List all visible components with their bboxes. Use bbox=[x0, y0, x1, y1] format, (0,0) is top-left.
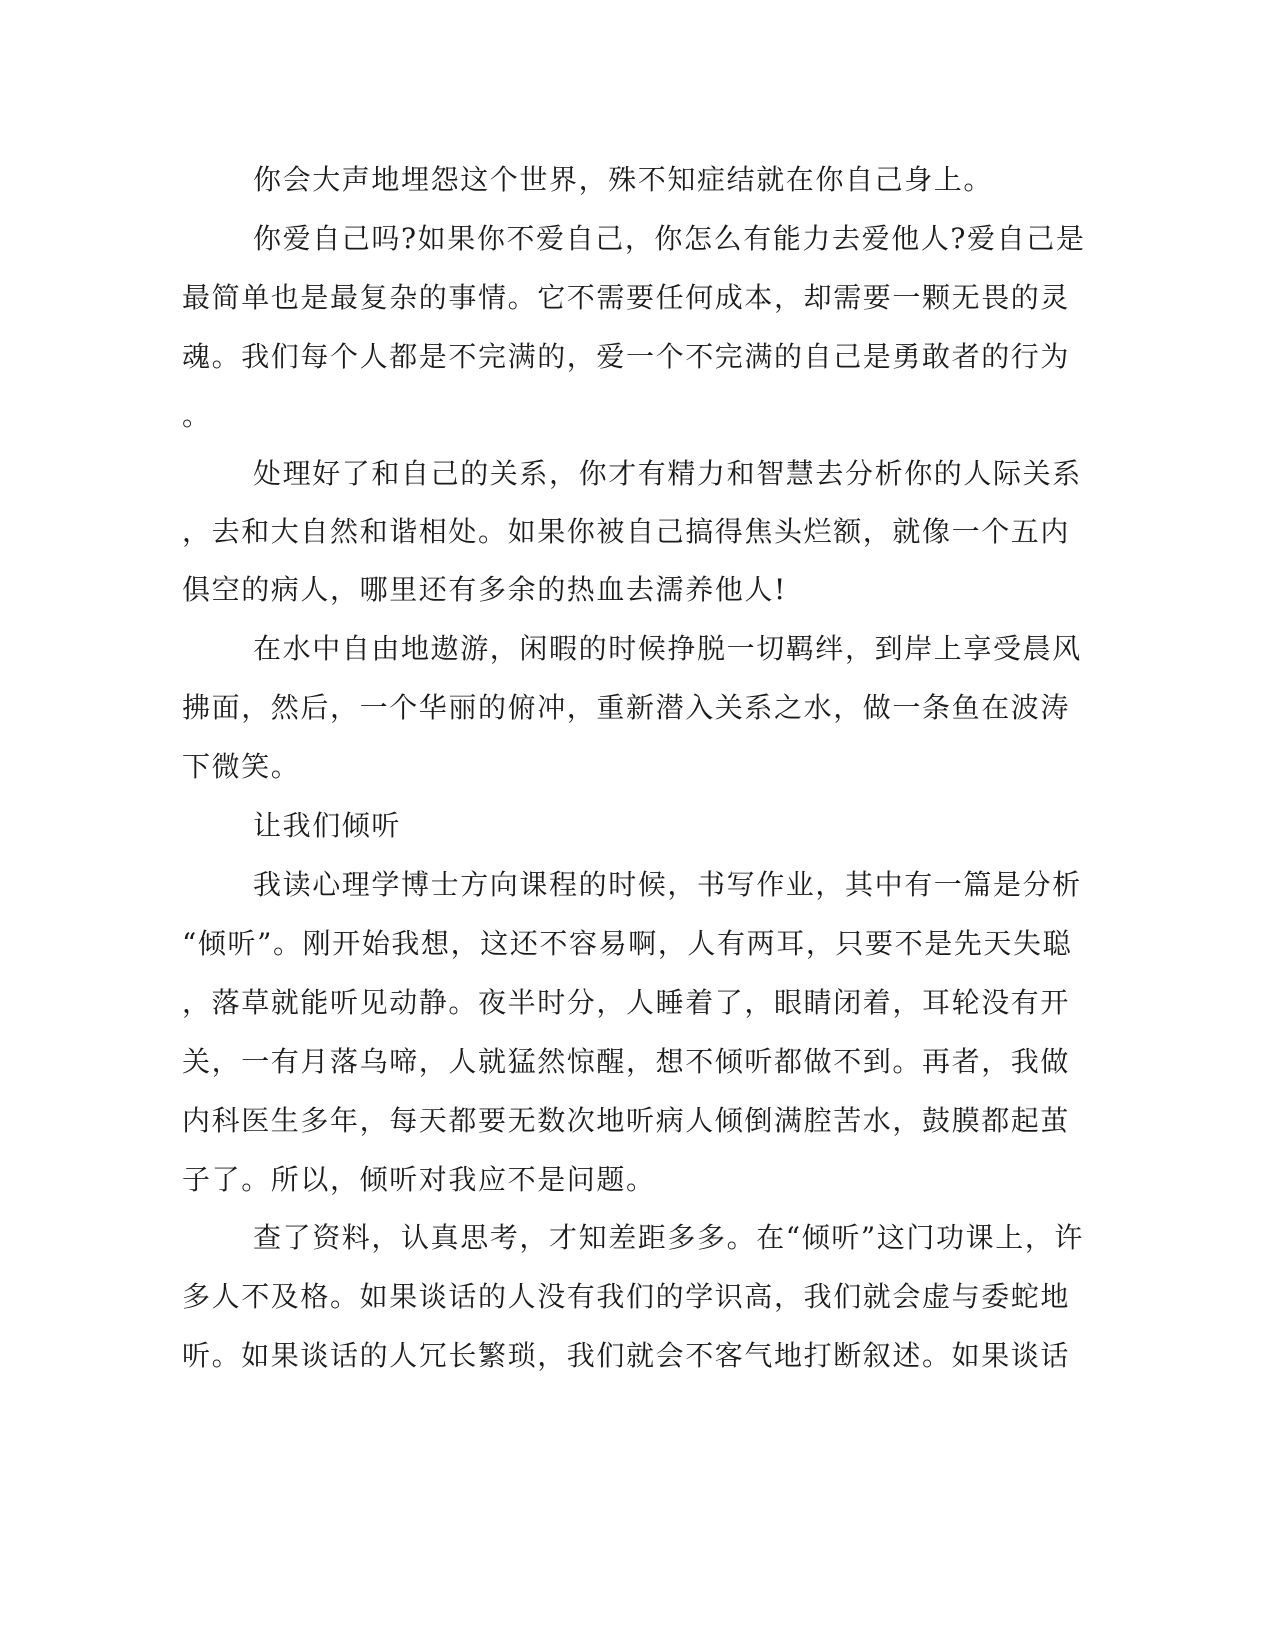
text-line: 。 bbox=[182, 399, 212, 432]
text-line: 拂面，然后，一个华丽的俯冲，重新潜入关系之水，做一条鱼在波涛 bbox=[182, 691, 1071, 724]
text-line: 你会大声地埋怨这个世界，殊不知症结就在你自己身上。 bbox=[253, 163, 994, 196]
text-line: ，去和大自然和谐相处。如果你被自己搞得焦头烂额，就像一个五内 bbox=[182, 515, 1071, 548]
text-line: 魂。我们每个人都是不完满的，爱一个不完满的自己是勇敢者的行为 bbox=[182, 340, 1071, 373]
text-line: 俱空的病人，哪里还有多余的热血去濡养他人! bbox=[182, 573, 787, 606]
text-line: ，落草就能听见动静。夜半时分，人睡着了，眼睛闭着，耳轮没有开 bbox=[182, 986, 1071, 1019]
text-line: 下微笑。 bbox=[182, 750, 301, 783]
text-line: 你爱自己吗?如果你不爱自己，你怎么有能力去爱他人?爱自己是 bbox=[253, 222, 1086, 255]
text-line: 内科医生多年，每天都要无数次地听病人倾倒满腔苦水，鼓膜都起茧 bbox=[182, 1104, 1071, 1137]
text-line: 在水中自由地遨游，闲暇的时候挣脱一切羁绊，到岸上享受晨风 bbox=[253, 632, 1082, 665]
text-line: “倾听”。刚开始我想，这还不容易啊，人有两耳，只要不是先天失聪 bbox=[182, 927, 1073, 960]
text-line: 关，一有月落乌啼，人就猛然惊醒，想不倾听都做不到。再者，我做 bbox=[182, 1045, 1071, 1078]
text-line: 我读心理学博士方向课程的时候，书写作业，其中有一篇是分析 bbox=[253, 868, 1082, 901]
text-line: 查了资料，认真思考，才知差距多多。在“倾听”这门功课上，许 bbox=[253, 1221, 1085, 1254]
text-line: 多人不及格。如果谈话的人没有我们的学识高，我们就会虚与委蛇地 bbox=[182, 1280, 1071, 1313]
text-line: 处理好了和自己的关系，你才有精力和智慧去分析你的人际关系 bbox=[253, 457, 1082, 490]
text-line: 让我们倾听 bbox=[253, 809, 402, 842]
text-line: 最简单也是最复杂的事情。它不需要任何成本，却需要一颗无畏的灵 bbox=[182, 281, 1071, 314]
text-line: 听。如果谈话的人冗长繁琐，我们就会不客气地打断叙述。如果谈话 bbox=[182, 1339, 1071, 1372]
text-line: 子了。所以，倾听对我应不是问题。 bbox=[182, 1163, 656, 1196]
